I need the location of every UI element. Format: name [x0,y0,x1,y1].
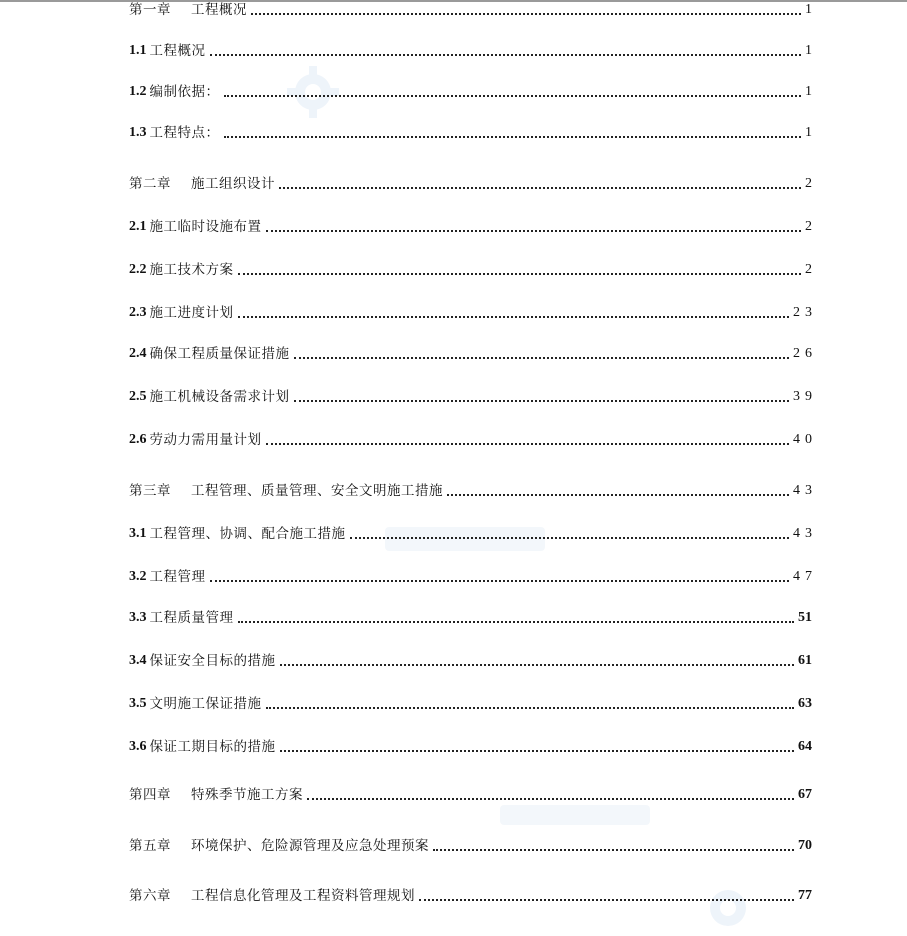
toc-dot-leader [210,580,790,582]
toc-entry-title: 工程特点： [149,125,220,141]
toc-section-number: 1.3 [129,125,147,140]
toc-chapter-number: 第四章 [129,787,171,803]
toc-dot-leader [433,849,794,851]
toc-section-entry[interactable] [129,733,812,755]
toc-entry-title: 确保工程质量保证措施 [149,346,290,362]
toc-dot-leader [279,187,801,189]
toc-section-number: 2.3 [129,305,147,320]
toc-dot-leader [280,664,795,666]
toc-section-number: 1.1 [129,43,147,58]
toc-entry-title: 保证工期目标的措施 [149,739,276,755]
toc-section-entry[interactable] [129,690,812,712]
toc-page-number: 1 [805,125,817,140]
toc-dot-leader [266,707,795,709]
toc-page-number: 51 [798,610,812,625]
toc-chapter-entry[interactable] [129,832,812,854]
toc-dot-leader [447,494,789,496]
toc-chapter-entry[interactable] [129,781,812,803]
toc-page-number: 67 [798,787,812,802]
toc-entry-title: 施工机械设备需求计划 [149,389,290,405]
toc-dot-leader [307,798,794,800]
toc-section-entry[interactable] [129,604,812,626]
toc-dot-leader [210,54,802,56]
toc-section-entry[interactable] [129,78,817,100]
toc-page-number: 43 [793,526,817,541]
toc-dot-leader [266,230,802,232]
toc-entry-title: 保证安全目标的措施 [149,653,276,669]
toc-page-number: 2 [805,262,817,277]
toc-entry-title: 工程质量管理 [149,610,234,626]
toc-dot-leader [224,136,802,138]
toc-entry-title: 特殊季节施工方案 [191,787,303,803]
toc-chapter-number: 第二章 [129,176,171,192]
toc-section-number: 3.1 [129,526,147,541]
toc-section-number: 2.6 [129,432,147,447]
toc-chapter-number: 第三章 [129,483,171,499]
toc-page-number: 43 [793,483,817,498]
toc-chapter-entry[interactable] [129,477,817,499]
toc-section-number: 3.4 [129,653,147,668]
toc-page-number: 77 [798,888,812,903]
toc-section-entry[interactable] [129,119,817,141]
toc-section-number: 2.1 [129,219,147,234]
toc-entry-title: 施工临时设施布置 [149,219,262,235]
toc-dot-leader [238,273,802,275]
toc-entry-title: 施工进度计划 [149,305,234,321]
toc-section-entry[interactable] [129,383,817,405]
toc-chapter-entry[interactable] [129,170,817,192]
toc-dot-leader [294,357,790,359]
toc-section-number: 2.5 [129,389,147,404]
toc-chapter-entry[interactable] [129,0,817,18]
toc-entry-title: 工程概况 [149,43,206,59]
toc-chapter-number: 第一章 [129,2,171,18]
toc-page-number: 63 [798,696,812,711]
toc-section-number: 1.2 [129,84,147,99]
toc-section-entry[interactable] [129,340,817,362]
toc-page-number: 26 [793,346,817,361]
toc-section-number: 2.4 [129,346,147,361]
toc-page-number: 1 [805,84,817,99]
toc-section-number: 3.2 [129,569,147,584]
toc-section-entry[interactable] [129,256,817,278]
toc-section-number: 3.6 [129,739,147,754]
toc-page-number: 40 [793,432,817,447]
toc-chapter-entry[interactable] [129,882,812,904]
toc-entry-title: 施工技术方案 [149,262,234,278]
toc-dot-leader [238,621,795,623]
toc-entry-title: 劳动力需用量计划 [149,432,262,448]
toc-section-entry[interactable] [129,299,817,321]
toc-entry-title: 工程概况 [191,2,247,18]
toc-entry-title: 工程信息化管理及工程资料管理规划 [191,888,415,904]
toc-page-number: 2 [805,176,817,191]
toc-section-number: 3.3 [129,610,147,625]
toc-section-number: 2.2 [129,262,147,277]
toc-page-number: 70 [798,838,812,853]
toc-section-entry[interactable] [129,563,817,585]
toc-page-number: 2 [805,219,817,234]
toc-dot-leader [224,95,802,97]
toc-dot-leader [294,400,790,402]
toc-section-entry[interactable] [129,647,812,669]
toc-page-number: 47 [793,569,817,584]
toc-dot-leader [280,750,795,752]
toc-entry-title: 工程管理、质量管理、安全文明施工措施 [191,483,443,499]
toc-entry-title: 施工组织设计 [191,176,275,192]
toc-dot-leader [251,13,801,15]
toc-section-entry[interactable] [129,426,817,448]
toc-page-number: 64 [798,739,812,754]
toc-chapter-number: 第五章 [129,838,171,854]
toc-chapter-number: 第六章 [129,888,171,904]
toc-entry-title: 环境保护、危险源管理及应急处理预案 [191,838,429,854]
toc-entry-title: 编制依据： [149,84,220,100]
toc-dot-leader [266,443,790,445]
toc-section-entry[interactable] [129,37,817,59]
toc-page-number: 1 [805,43,817,58]
toc-dot-leader [238,316,790,318]
toc-entry-title: 工程管理、协调、配合施工措施 [149,526,346,542]
toc-dot-leader [350,537,790,539]
toc-section-entry[interactable] [129,520,817,542]
toc-page-number: 61 [798,653,812,668]
toc-entry-title: 工程管理 [149,569,206,585]
toc-page-number: 23 [793,305,817,320]
toc-page-number: 1 [805,2,817,17]
toc-dot-leader [419,899,794,901]
toc-section-entry[interactable] [129,213,817,235]
toc-page-number: 39 [793,389,817,404]
toc-entry-title: 文明施工保证措施 [149,696,262,712]
toc-section-number: 3.5 [129,696,147,711]
